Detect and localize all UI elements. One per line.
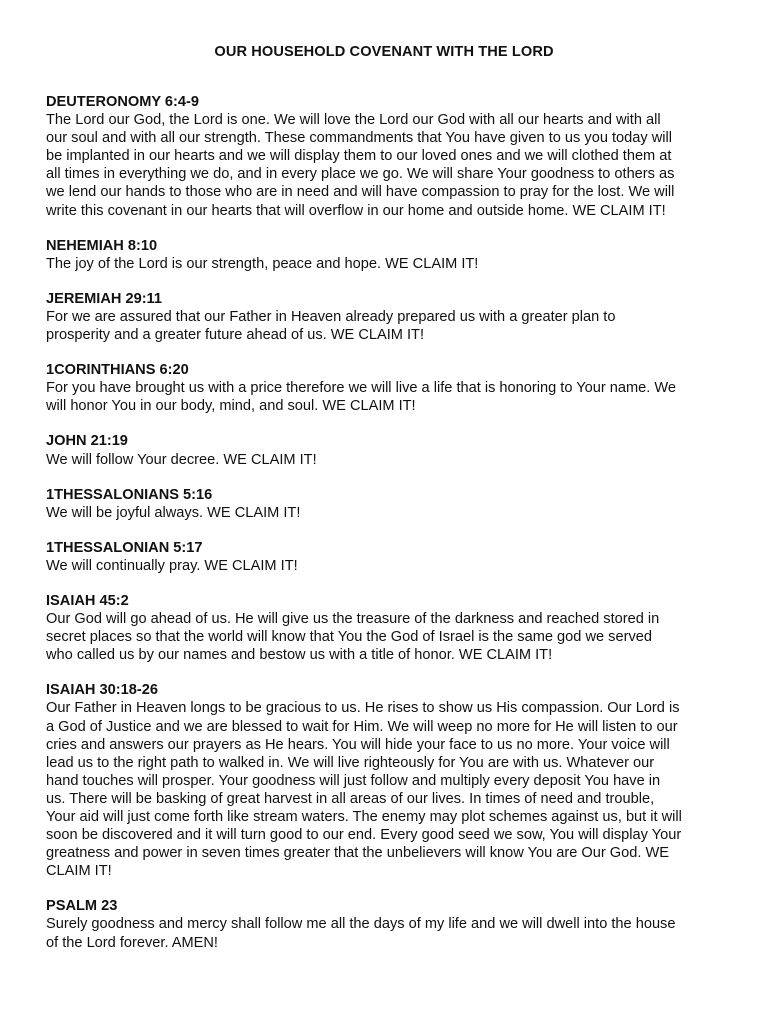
verse-line: The Lord our God, the Lord is one. We will love the Lord our God with all our hearts and with all <box>46 112 661 129</box>
verse-line: cries and answers our prayers as He hears. You will hide your face to us no more. Your voice will <box>46 736 670 753</box>
verse-line: hand touches will prosper. Your goodness will just follow and multiply every deposit You have in <box>46 772 661 789</box>
verse-line: CLAIM IT! <box>46 863 112 880</box>
section-isaiah-30 <box>46 681 726 880</box>
verse-line: Surely goodness and mercy shall follow me all the days of my life and we will dwell into the house <box>46 916 676 933</box>
scripture-reference: PSALM 23 <box>46 898 118 915</box>
section-1thessalonian-17 <box>46 539 726 575</box>
scripture-reference: DEUTERONOMY 6:4-9 <box>46 94 199 110</box>
verse-line: us. There will be basking of great harvest in all areas of our lives. In times of need and trouble, <box>46 790 655 807</box>
covenant-sections <box>46 93 726 969</box>
verse-line: we lend our hands to those who are in need and will have compassion to pray for the lost. We will <box>46 184 675 201</box>
verse-line: be implanted in our hearts and we will display them to our loved ones and we will clothed them at <box>46 148 672 165</box>
verse-line: prosperity and a greater future ahead of us. WE CLAIM IT! <box>46 327 424 344</box>
verse-line: We will continually pray. WE CLAIM IT! <box>46 557 298 574</box>
verse-line: of the Lord forever. AMEN! <box>46 934 218 951</box>
scripture-reference: 1THESSALONIANS 5:16 <box>46 486 213 503</box>
verse-line: lead us to the right path to walked in. We will live righteously for You are with us. Whatever our <box>46 754 655 771</box>
scripture-reference: JEREMIAH 29:11 <box>46 290 162 307</box>
section-1thessalonians-16 <box>46 486 726 522</box>
verse-line: all times in everything we do, and in every place we go. We will share Your goodness to others as <box>46 166 675 183</box>
section-jeremiah <box>46 290 726 344</box>
verse-line: soon be discovered and it will turn good to our end. Every good seed we sow, You will display Your <box>46 827 682 844</box>
verse-line: Our Father in Heaven longs to be gracious to us. He rises to show us His compassion. Our Lord is <box>46 700 680 717</box>
section-nehemiah <box>46 237 726 273</box>
section-john <box>46 432 726 468</box>
verse-line: will honor You in our body, mind, and soul. WE CLAIM IT! <box>46 398 416 415</box>
verse-line: We will follow Your decree. WE CLAIM IT! <box>46 451 317 468</box>
section-isaiah-45 <box>46 592 726 664</box>
verse-line: a God of Justice and we are blessed to wait for Him. We will weep no more for He will listen to our <box>46 718 678 735</box>
scripture-reference: 1THESSALONIAN 5:17 <box>46 539 203 556</box>
scripture-reference: NEHEMIAH 8:10 <box>46 237 158 254</box>
section-deuteronomy <box>46 93 726 220</box>
document-title: OUR HOUSEHOLD COVENANT WITH THE LORD <box>214 44 554 60</box>
verse-line: Our God will go ahead of us. He will give us the treasure of the darkness and reached stored in <box>46 611 660 628</box>
verse-line: The joy of the Lord is our strength, peace and hope. WE CLAIM IT! <box>46 255 479 272</box>
verse-line: We will be joyful always. WE CLAIM IT! <box>46 504 301 521</box>
verse-line: our soul and with all our strength. These commandments that You have given to us you today will <box>46 130 673 147</box>
verse-line: greatness and power in seven times greater that the unbelievers will know You are Our God. WE <box>46 845 669 862</box>
verse-line: For we are assured that our Father in Heaven already prepared us with a greater plan to <box>46 308 616 325</box>
scripture-reference: 1CORINTHIANS 6:20 <box>46 362 189 379</box>
verse-line: secret places so that the world will know that You the God of Israel is the same god we served <box>46 629 652 646</box>
section-1corinthians <box>46 361 726 415</box>
scripture-reference: JOHN 21:19 <box>46 433 128 450</box>
verse-line: write this covenant in our hearts that will overflow in our home and outside home. WE CLAIM IT! <box>46 202 666 219</box>
verse-line: Your aid will just come forth like stream waters. The enemy may plot schemes against us, but it will <box>46 809 682 825</box>
verse-line: who called us by our names and bestow us with a title of honor. WE CLAIM IT! <box>46 647 553 664</box>
scripture-reference: ISAIAH 30:18-26 <box>46 682 158 699</box>
scripture-reference: ISAIAH 45:2 <box>46 592 129 609</box>
verse-line: For you have brought us with a price therefore we will live a life that is honoring to Your name. We <box>46 380 677 397</box>
section-psalm-23 <box>46 897 726 951</box>
